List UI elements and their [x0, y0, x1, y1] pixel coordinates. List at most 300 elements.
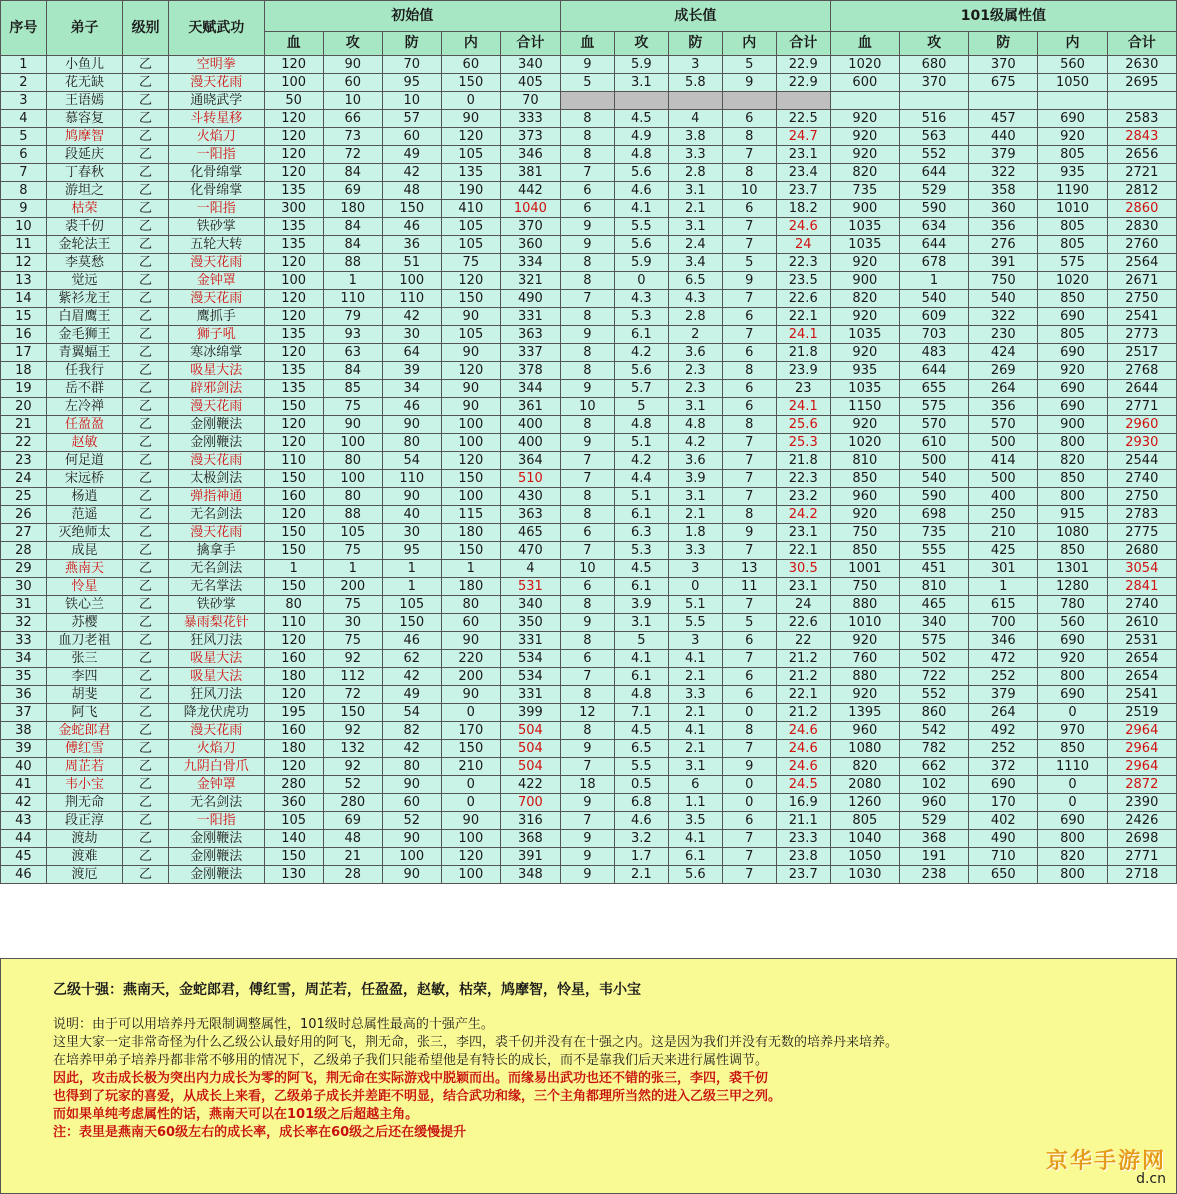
table-cell: 3.3 [668, 542, 722, 560]
table-cell: 乙 [123, 578, 169, 596]
table-row [1, 434, 1177, 452]
table-cell: 465 [500, 524, 560, 542]
table-cell: 乙 [123, 488, 169, 506]
table-cell: 24.6 [776, 740, 830, 758]
table-cell: 7 [560, 452, 614, 470]
table-cell: 90 [441, 398, 500, 416]
table-cell: 29 [1, 560, 47, 578]
header-seq: 序号 [1, 1, 47, 56]
table-cell: 3 [668, 56, 722, 74]
table-cell: 750 [969, 272, 1038, 290]
table-cell: 935 [1038, 164, 1107, 182]
table-cell: 48 [323, 830, 382, 848]
table-cell: 0 [441, 794, 500, 812]
table-cell: 575 [899, 398, 968, 416]
table-cell: 22.5 [776, 110, 830, 128]
table-cell: 100 [441, 866, 500, 884]
table-cell: 3.1 [614, 614, 668, 632]
table-cell: 乙 [123, 200, 169, 218]
table-cell: 22.6 [776, 614, 830, 632]
table-cell: 2718 [1107, 866, 1176, 884]
table-cell: 2544 [1107, 452, 1176, 470]
table-cell: 331 [500, 308, 560, 326]
table-cell: 90 [323, 56, 382, 74]
table-cell: 363 [500, 506, 560, 524]
table-cell: 7 [560, 812, 614, 830]
table-cell: 乙 [123, 128, 169, 146]
table-cell: 2680 [1107, 542, 1176, 560]
table-cell: 1030 [830, 866, 899, 884]
table-row [1, 686, 1177, 704]
table-cell: 39 [382, 362, 441, 380]
table-cell: 504 [500, 722, 560, 740]
table-cell: 6.1 [614, 668, 668, 686]
table-cell: 120 [441, 362, 500, 380]
table-cell: 132 [323, 740, 382, 758]
table-cell: 220 [441, 650, 500, 668]
table-cell: 19 [1, 380, 47, 398]
table-cell: 150 [441, 470, 500, 488]
table-cell: 2656 [1107, 146, 1176, 164]
table-cell: 阿飞 [46, 704, 122, 722]
table-cell: 120 [441, 848, 500, 866]
table-cell: 24.6 [776, 758, 830, 776]
table-cell: 金钟罩 [168, 776, 264, 794]
table-cell: 334 [500, 254, 560, 272]
table-cell: 6 [722, 632, 776, 650]
table-cell: 4.6 [614, 812, 668, 830]
table-cell: 1 [323, 560, 382, 578]
table-cell: 590 [899, 488, 968, 506]
table-cell: 935 [830, 362, 899, 380]
table-cell: 乙 [123, 56, 169, 74]
table-cell: 32 [1, 614, 47, 632]
table-cell: 534 [500, 668, 560, 686]
table-cell: 28 [323, 866, 382, 884]
table-cell: 120 [264, 128, 323, 146]
table-cell: 1 [1, 56, 47, 74]
note-line: 也得到了玩家的喜爱，从成长上来看，乙级弟子成长并差距不明显，结合武功和缘，三个主角都理所当然的进入乙级三甲之列。 [53, 1089, 782, 1104]
table-cell: 85 [323, 380, 382, 398]
table-cell: 8 [560, 722, 614, 740]
table-cell: 805 [830, 812, 899, 830]
table-cell: 21 [1, 416, 47, 434]
table-cell: 吸星大法 [168, 362, 264, 380]
table-cell: 3.2 [614, 830, 668, 848]
table-cell: 920 [830, 110, 899, 128]
table-cell: 356 [969, 398, 1038, 416]
table-cell: 100 [441, 416, 500, 434]
table-cell: 傅红雪 [46, 740, 122, 758]
table-cell: 渡难 [46, 848, 122, 866]
table-cell: 850 [830, 470, 899, 488]
table-cell: 23.1 [776, 578, 830, 596]
table-cell: 何足道 [46, 452, 122, 470]
table-cell: 34 [382, 380, 441, 398]
table-cell: 紫衫龙王 [46, 290, 122, 308]
table-cell: 5.7 [614, 380, 668, 398]
table-cell: 112 [323, 668, 382, 686]
table-cell: 乙 [123, 848, 169, 866]
table-cell: 2390 [1107, 794, 1176, 812]
table-cell: 110 [382, 470, 441, 488]
table-cell: 5 [1, 128, 47, 146]
table-cell: 22.3 [776, 254, 830, 272]
table-cell: 2564 [1107, 254, 1176, 272]
table-cell: 102 [899, 776, 968, 794]
table-cell: 2.1 [614, 866, 668, 884]
table-cell: 游坦之 [46, 182, 122, 200]
table-cell: 560 [1038, 614, 1107, 632]
table-cell: 920 [830, 146, 899, 164]
table-cell: 22.6 [776, 290, 830, 308]
table-cell: 36 [382, 236, 441, 254]
table-cell: 0 [722, 794, 776, 812]
table-cell: 710 [969, 848, 1038, 866]
table-cell [560, 92, 614, 110]
table-cell: 644 [899, 236, 968, 254]
table-cell: 化骨绵掌 [168, 164, 264, 182]
table-cell: 漫天花雨 [168, 290, 264, 308]
table-cell: 75 [323, 542, 382, 560]
table-row [1, 596, 1177, 614]
table-cell: 乙 [123, 182, 169, 200]
table-cell: 乙 [123, 596, 169, 614]
table-cell: 2964 [1107, 758, 1176, 776]
table-cell: 乙 [123, 74, 169, 92]
table-cell: 23 [776, 380, 830, 398]
table-cell: 铁心兰 [46, 596, 122, 614]
table-cell: 75 [441, 254, 500, 272]
table-cell: 850 [1038, 290, 1107, 308]
table-cell: 鸠摩智 [46, 128, 122, 146]
table-cell: 赵敏 [46, 434, 122, 452]
table-cell: 644 [899, 362, 968, 380]
table-cell: 90 [441, 308, 500, 326]
table-row [1, 632, 1177, 650]
table-cell: 寒冰绵掌 [168, 344, 264, 362]
header-lv101-2: 防 [969, 32, 1038, 56]
table-cell: 1035 [830, 326, 899, 344]
table-cell: 青翼蝠王 [46, 344, 122, 362]
table-cell: 漫天花雨 [168, 452, 264, 470]
table-cell: 381 [500, 164, 560, 182]
table-cell: 370 [969, 56, 1038, 74]
table-cell: 100 [441, 488, 500, 506]
table-cell: 150 [264, 398, 323, 416]
table-cell: 4.1 [668, 830, 722, 848]
header-grade: 级别 [123, 1, 169, 56]
table-cell: 0 [1038, 794, 1107, 812]
table-cell: 644 [899, 164, 968, 182]
table-cell: 7 [722, 866, 776, 884]
table-cell: 850 [1038, 542, 1107, 560]
table-cell: 31 [1, 596, 47, 614]
table-cell: 150 [264, 524, 323, 542]
table-cell: 337 [500, 344, 560, 362]
table-cell: 563 [899, 128, 968, 146]
table-cell: 3.1 [668, 398, 722, 416]
table-cell: 43 [1, 812, 47, 830]
table-row [1, 506, 1177, 524]
table-row [1, 398, 1177, 416]
table-cell: 21.1 [776, 812, 830, 830]
table-cell: 8 [560, 596, 614, 614]
table-cell: 960 [899, 794, 968, 812]
table-cell: 191 [899, 848, 968, 866]
table-cell [776, 92, 830, 110]
table-cell: 84 [323, 362, 382, 380]
table-cell: 662 [899, 758, 968, 776]
table-row [1, 272, 1177, 290]
table-cell: 722 [899, 668, 968, 686]
table-cell: 42 [1, 794, 47, 812]
table-cell: 漫天花雨 [168, 524, 264, 542]
table-cell: 3 [1, 92, 47, 110]
table-cell: 700 [500, 794, 560, 812]
table-cell: 2531 [1107, 632, 1176, 650]
table-cell: 9 [560, 848, 614, 866]
header-lv101-0: 血 [830, 32, 899, 56]
table-cell: 金刚鞭法 [168, 434, 264, 452]
table-cell: 490 [500, 290, 560, 308]
table-cell: 316 [500, 812, 560, 830]
table-cell: 782 [899, 740, 968, 758]
table-cell: 3.5 [668, 812, 722, 830]
table-cell: 90 [382, 830, 441, 848]
table-body [1, 56, 1177, 884]
table-cell: 655 [899, 380, 968, 398]
table-cell: 115 [441, 506, 500, 524]
table-cell: 2740 [1107, 596, 1176, 614]
table-cell: 8 [560, 632, 614, 650]
table-cell: 2541 [1107, 686, 1176, 704]
table-cell: 漫天花雨 [168, 254, 264, 272]
table-cell: 21.8 [776, 452, 830, 470]
table-cell: 1080 [1038, 524, 1107, 542]
table-cell: 22 [1, 434, 47, 452]
table-cell: 4.2 [614, 344, 668, 362]
table-cell: 24 [776, 236, 830, 254]
table-cell: 金刚鞭法 [168, 866, 264, 884]
table-cell: 49 [382, 146, 441, 164]
table-cell: 7 [560, 164, 614, 182]
table-cell: 狮子吼 [168, 326, 264, 344]
table-cell: 39 [1, 740, 47, 758]
table-cell: 14 [1, 290, 47, 308]
table-cell: 465 [899, 596, 968, 614]
table-cell: 9 [560, 830, 614, 848]
table-cell: 105 [441, 326, 500, 344]
table-cell: 105 [264, 812, 323, 830]
table-cell: 21.8 [776, 344, 830, 362]
table-cell: 23.7 [776, 866, 830, 884]
table-cell: 乙 [123, 164, 169, 182]
table-cell: 5.1 [614, 488, 668, 506]
table-cell: 2812 [1107, 182, 1176, 200]
table-cell: 3.3 [668, 146, 722, 164]
table-cell: 322 [969, 308, 1038, 326]
table-cell: 120 [264, 110, 323, 128]
table-cell: 22.9 [776, 56, 830, 74]
table-cell: 2930 [1107, 434, 1176, 452]
table-cell: 95 [382, 74, 441, 92]
table-cell: 乙 [123, 704, 169, 722]
table-cell: 王语嫣 [46, 92, 122, 110]
table-cell: 44 [1, 830, 47, 848]
table-cell: 3.6 [668, 452, 722, 470]
table-cell: 9 [560, 218, 614, 236]
table-cell: 391 [500, 848, 560, 866]
table-cell: 25.6 [776, 416, 830, 434]
table-cell: 135 [264, 236, 323, 254]
table-cell: 90 [441, 812, 500, 830]
table-cell: 7 [560, 542, 614, 560]
table-cell: 51 [382, 254, 441, 272]
table-cell: 90 [441, 110, 500, 128]
table-cell: 2960 [1107, 416, 1176, 434]
table-cell: 72 [323, 146, 382, 164]
table-cell: 120 [441, 128, 500, 146]
table-cell: 880 [830, 596, 899, 614]
table-cell: 2.8 [668, 308, 722, 326]
table-cell [668, 92, 722, 110]
table-cell: 7 [560, 290, 614, 308]
table-cell: 84 [323, 218, 382, 236]
table-cell: 195 [264, 704, 323, 722]
table-cell: 2644 [1107, 380, 1176, 398]
table-cell: 130 [264, 866, 323, 884]
table-cell: 500 [969, 470, 1038, 488]
table-cell: 500 [899, 452, 968, 470]
table-cell: 93 [323, 326, 382, 344]
table-cell: 120 [264, 254, 323, 272]
table-cell: 970 [1038, 722, 1107, 740]
table-cell: 170 [969, 794, 1038, 812]
table-cell: 1040 [500, 200, 560, 218]
table-cell: 750 [830, 524, 899, 542]
table-cell: 23.1 [776, 524, 830, 542]
table-cell: 170 [441, 722, 500, 740]
table-cell: 470 [500, 542, 560, 560]
table-cell: 23.8 [776, 848, 830, 866]
table-cell: 23.1 [776, 146, 830, 164]
table-cell: 6 [560, 182, 614, 200]
table-cell: 135 [264, 380, 323, 398]
table-cell: 529 [899, 812, 968, 830]
table-row [1, 146, 1177, 164]
table-cell: 960 [830, 722, 899, 740]
table-cell: 75 [323, 632, 382, 650]
table-cell: 无名剑法 [168, 560, 264, 578]
table-cell: 2671 [1107, 272, 1176, 290]
table-row [1, 668, 1177, 686]
table-cell: 8 [560, 686, 614, 704]
table-cell: 16 [1, 326, 47, 344]
table-cell: 82 [382, 722, 441, 740]
table-cell: 2.3 [668, 380, 722, 398]
header-lv101-3: 内 [1038, 32, 1107, 56]
table-cell: 880 [830, 668, 899, 686]
table-cell: 610 [899, 434, 968, 452]
table-cell: 6 [722, 308, 776, 326]
table-cell: 乙 [123, 272, 169, 290]
table-cell: 2783 [1107, 506, 1176, 524]
table-cell: 590 [899, 200, 968, 218]
table-cell: 7 [722, 848, 776, 866]
table-cell: 24.1 [776, 326, 830, 344]
table-cell: 11 [722, 578, 776, 596]
table-cell: 252 [969, 668, 1038, 686]
table-cell: 鹰抓手 [168, 308, 264, 326]
header-growth-2: 防 [668, 32, 722, 56]
table-cell: 368 [500, 830, 560, 848]
table-cell: 胡斐 [46, 686, 122, 704]
table-cell: 左冷禅 [46, 398, 122, 416]
table-cell: 5.3 [614, 542, 668, 560]
table-cell: 110 [382, 290, 441, 308]
table-row [1, 308, 1177, 326]
table-cell: 3 [668, 632, 722, 650]
table-cell: 乙 [123, 650, 169, 668]
table-cell: 80 [441, 596, 500, 614]
table-cell: 23 [1, 452, 47, 470]
table-cell: 2830 [1107, 218, 1176, 236]
table-cell: 100 [264, 272, 323, 290]
table-cell: 乙 [123, 308, 169, 326]
table-row [1, 74, 1177, 92]
table-cell: 4 [1, 110, 47, 128]
table-cell: 11 [1, 236, 47, 254]
table-cell: 70 [382, 56, 441, 74]
table-cell: 920 [830, 344, 899, 362]
table-cell: 650 [969, 866, 1038, 884]
table-cell: 373 [500, 128, 560, 146]
table-cell: 狂风刀法 [168, 686, 264, 704]
header-growth-1: 攻 [614, 32, 668, 56]
table-cell: 960 [830, 488, 899, 506]
table-cell: 280 [323, 794, 382, 812]
table-cell: 150 [441, 740, 500, 758]
table-cell: 乙 [123, 110, 169, 128]
table-cell: 3.3 [668, 686, 722, 704]
table-cell: 62 [382, 650, 441, 668]
table-cell: 任我行 [46, 362, 122, 380]
table-cell: 9 [560, 866, 614, 884]
table-cell: 6 [722, 812, 776, 830]
table-cell: 25.3 [776, 434, 830, 452]
table-cell: 7 [560, 758, 614, 776]
table-cell: 火焰刀 [168, 740, 264, 758]
table-cell: 9 [722, 272, 776, 290]
table-cell: 血刀老祖 [46, 632, 122, 650]
table-cell: 5.5 [614, 218, 668, 236]
table-cell: 4.9 [614, 128, 668, 146]
table-cell: 7 [722, 326, 776, 344]
table-cell: 7 [722, 542, 776, 560]
table-cell: 280 [264, 776, 323, 794]
table-cell: 1020 [830, 434, 899, 452]
header-group-initial: 初始值 [264, 1, 560, 32]
table-cell: 690 [1038, 686, 1107, 704]
table-cell: 1110 [1038, 758, 1107, 776]
table-cell: 90 [382, 776, 441, 794]
table-cell: 9 [722, 74, 776, 92]
table-cell: 2771 [1107, 848, 1176, 866]
table-cell: 6 [722, 200, 776, 218]
table-cell: 150 [264, 578, 323, 596]
table-cell: 1280 [1038, 578, 1107, 596]
